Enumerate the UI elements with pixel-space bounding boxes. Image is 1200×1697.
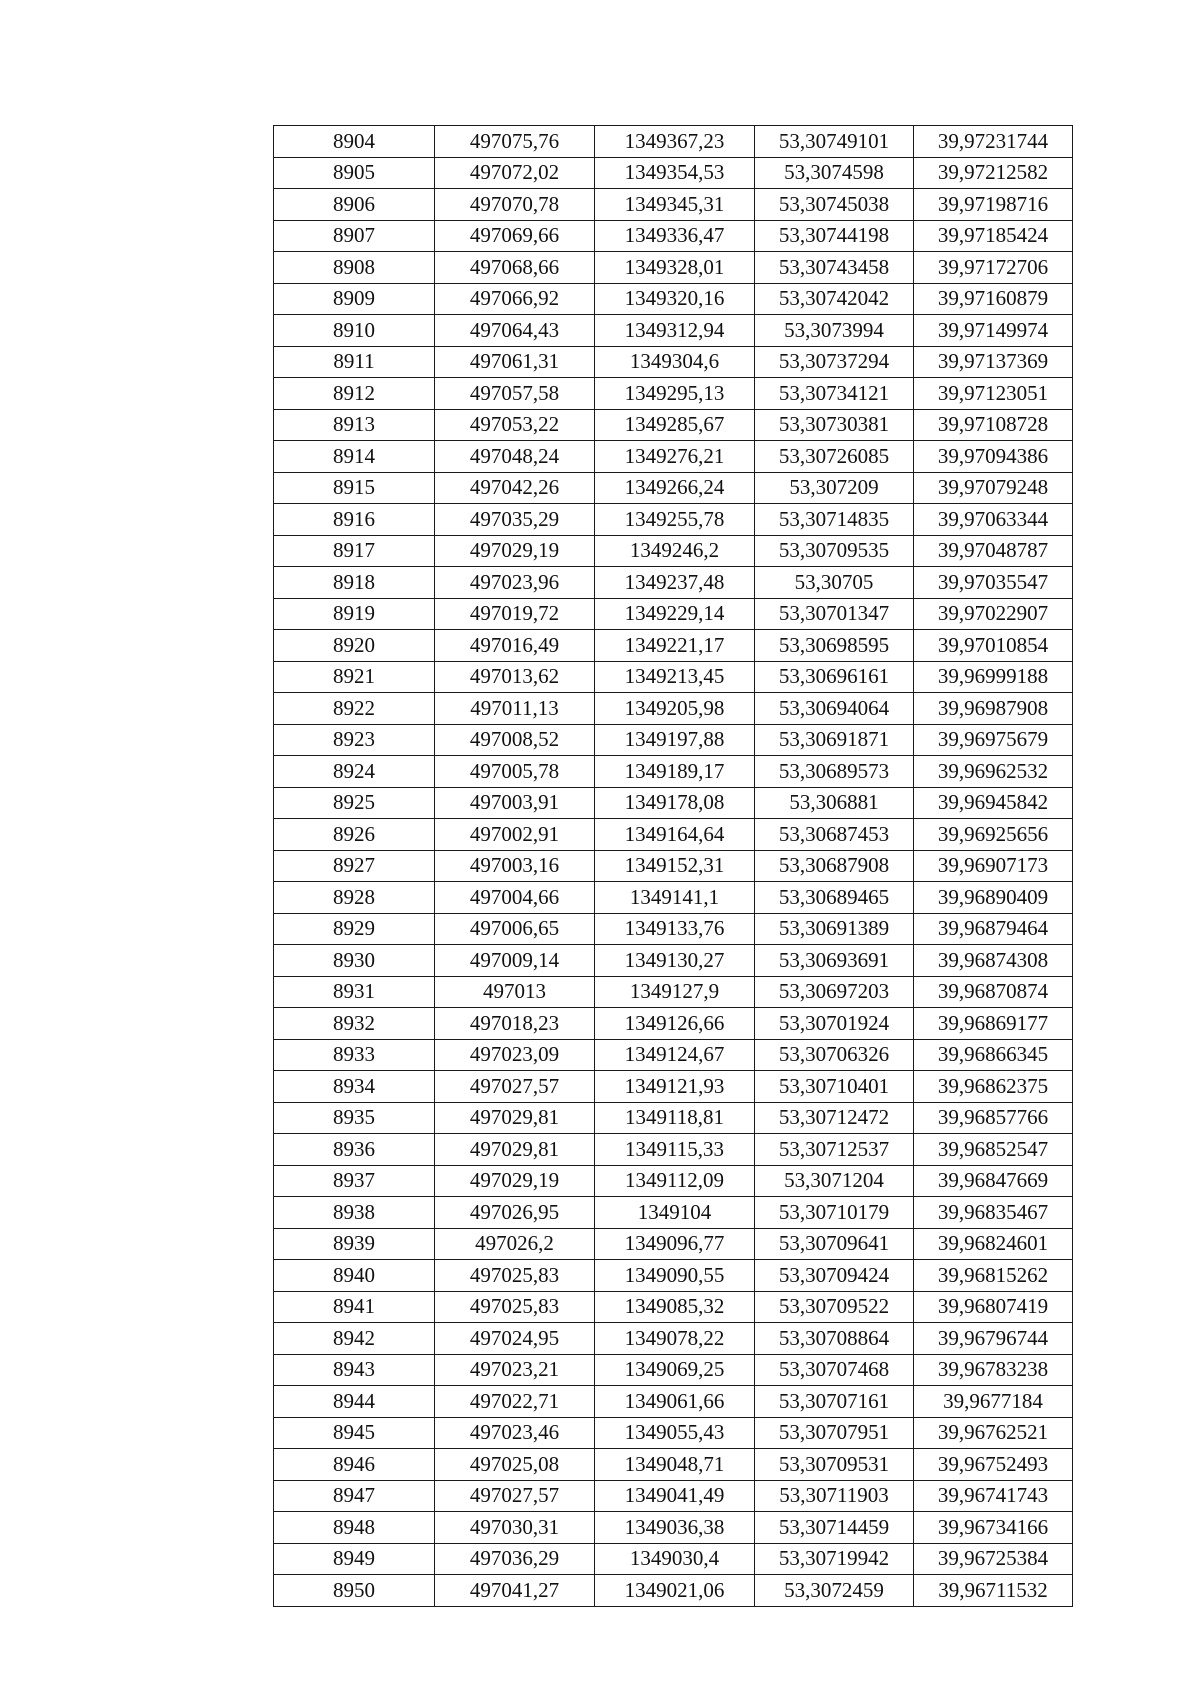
- latitude-cell: 53,307209: [755, 472, 914, 504]
- latitude-cell: 53,30706326: [755, 1039, 914, 1071]
- table-row: [274, 1165, 1073, 1197]
- longitude-cell: 39,96725384: [914, 1543, 1073, 1575]
- table-row: [274, 1291, 1073, 1323]
- table-row: [274, 756, 1073, 788]
- y-coordinate-cell: 1349141,1: [595, 882, 755, 914]
- y-coordinate-cell: 1349036,38: [595, 1512, 755, 1544]
- longitude-cell: 39,97108728: [914, 409, 1073, 441]
- point-number-cell: 8924: [274, 756, 435, 788]
- x-coordinate-cell: 497027,57: [435, 1480, 595, 1512]
- longitude-cell: 39,96835467: [914, 1197, 1073, 1229]
- longitude-cell: 39,96711532: [914, 1575, 1073, 1607]
- y-coordinate-cell: 1349354,53: [595, 157, 755, 189]
- point-number-cell: 8950: [274, 1575, 435, 1607]
- point-number-cell: 8909: [274, 283, 435, 315]
- longitude-cell: 39,96741743: [914, 1480, 1073, 1512]
- table-row: [274, 441, 1073, 473]
- x-coordinate-cell: 497023,21: [435, 1354, 595, 1386]
- y-coordinate-cell: 1349127,9: [595, 976, 755, 1008]
- y-coordinate-cell: 1349124,67: [595, 1039, 755, 1071]
- y-coordinate-cell: 1349276,21: [595, 441, 755, 473]
- table-row: [274, 1417, 1073, 1449]
- longitude-cell: 39,96815262: [914, 1260, 1073, 1292]
- point-number-cell: 8910: [274, 315, 435, 347]
- longitude-cell: 39,97198716: [914, 189, 1073, 221]
- table-row: [274, 1071, 1073, 1103]
- point-number-cell: 8907: [274, 220, 435, 252]
- point-number-cell: 8908: [274, 252, 435, 284]
- latitude-cell: 53,30705: [755, 567, 914, 599]
- x-coordinate-cell: 497048,24: [435, 441, 595, 473]
- longitude-cell: 39,96807419: [914, 1291, 1073, 1323]
- latitude-cell: 53,3074598: [755, 157, 914, 189]
- longitude-cell: 39,96870874: [914, 976, 1073, 1008]
- longitude-cell: 39,96907173: [914, 850, 1073, 882]
- x-coordinate-cell: 497004,66: [435, 882, 595, 914]
- x-coordinate-cell: 497016,49: [435, 630, 595, 662]
- x-coordinate-cell: 497018,23: [435, 1008, 595, 1040]
- point-number-cell: 8932: [274, 1008, 435, 1040]
- x-coordinate-cell: 497009,14: [435, 945, 595, 977]
- x-coordinate-cell: 497022,71: [435, 1386, 595, 1418]
- y-coordinate-cell: 1349090,55: [595, 1260, 755, 1292]
- table-row: [274, 1260, 1073, 1292]
- point-number-cell: 8913: [274, 409, 435, 441]
- x-coordinate-cell: 497035,29: [435, 504, 595, 536]
- y-coordinate-cell: 1349229,14: [595, 598, 755, 630]
- latitude-cell: 53,30691389: [755, 913, 914, 945]
- latitude-cell: 53,30689465: [755, 882, 914, 914]
- longitude-cell: 39,96925656: [914, 819, 1073, 851]
- longitude-cell: 39,96945842: [914, 787, 1073, 819]
- table-row: [274, 220, 1073, 252]
- table-row: [274, 1543, 1073, 1575]
- y-coordinate-cell: 1349055,43: [595, 1417, 755, 1449]
- x-coordinate-cell: 497064,43: [435, 315, 595, 347]
- y-coordinate-cell: 1349112,09: [595, 1165, 755, 1197]
- point-number-cell: 8918: [274, 567, 435, 599]
- table-row: [274, 693, 1073, 725]
- x-coordinate-cell: 497066,92: [435, 283, 595, 315]
- y-coordinate-cell: 1349312,94: [595, 315, 755, 347]
- point-number-cell: 8911: [274, 346, 435, 378]
- table-row: [274, 535, 1073, 567]
- y-coordinate-cell: 1349246,2: [595, 535, 755, 567]
- table-row: [274, 409, 1073, 441]
- coordinate-table: [273, 125, 1073, 1607]
- y-coordinate-cell: 1349061,66: [595, 1386, 755, 1418]
- y-coordinate-cell: 1349336,47: [595, 220, 755, 252]
- longitude-cell: 39,97094386: [914, 441, 1073, 473]
- x-coordinate-cell: 497026,95: [435, 1197, 595, 1229]
- latitude-cell: 53,30709424: [755, 1260, 914, 1292]
- table-row: [274, 724, 1073, 756]
- table-row: [274, 850, 1073, 882]
- point-number-cell: 8904: [274, 126, 435, 158]
- table-row: [274, 598, 1073, 630]
- y-coordinate-cell: 1349213,45: [595, 661, 755, 693]
- point-number-cell: 8929: [274, 913, 435, 945]
- x-coordinate-cell: 497027,57: [435, 1071, 595, 1103]
- latitude-cell: 53,30744198: [755, 220, 914, 252]
- table-row: [274, 1228, 1073, 1260]
- x-coordinate-cell: 497025,83: [435, 1260, 595, 1292]
- point-number-cell: 8912: [274, 378, 435, 410]
- x-coordinate-cell: 497061,31: [435, 346, 595, 378]
- point-number-cell: 8920: [274, 630, 435, 662]
- x-coordinate-cell: 497070,78: [435, 189, 595, 221]
- point-number-cell: 8949: [274, 1543, 435, 1575]
- y-coordinate-cell: 1349266,24: [595, 472, 755, 504]
- longitude-cell: 39,97035547: [914, 567, 1073, 599]
- x-coordinate-cell: 497053,22: [435, 409, 595, 441]
- x-coordinate-cell: 497002,91: [435, 819, 595, 851]
- longitude-cell: 39,97137369: [914, 346, 1073, 378]
- longitude-cell: 39,96783238: [914, 1354, 1073, 1386]
- point-number-cell: 8947: [274, 1480, 435, 1512]
- latitude-cell: 53,30687453: [755, 819, 914, 851]
- y-coordinate-cell: 1349189,17: [595, 756, 755, 788]
- x-coordinate-cell: 497003,91: [435, 787, 595, 819]
- x-coordinate-cell: 497006,65: [435, 913, 595, 945]
- y-coordinate-cell: 1349255,78: [595, 504, 755, 536]
- longitude-cell: 39,97022907: [914, 598, 1073, 630]
- longitude-cell: 39,96866345: [914, 1039, 1073, 1071]
- x-coordinate-cell: 497036,29: [435, 1543, 595, 1575]
- y-coordinate-cell: 1349295,13: [595, 378, 755, 410]
- x-coordinate-cell: 497023,46: [435, 1417, 595, 1449]
- x-coordinate-cell: 497026,2: [435, 1228, 595, 1260]
- y-coordinate-cell: 1349237,48: [595, 567, 755, 599]
- point-number-cell: 8937: [274, 1165, 435, 1197]
- y-coordinate-cell: 1349178,08: [595, 787, 755, 819]
- point-number-cell: 8945: [274, 1417, 435, 1449]
- latitude-cell: 53,3073994: [755, 315, 914, 347]
- latitude-cell: 53,30749101: [755, 126, 914, 158]
- latitude-cell: 53,30691871: [755, 724, 914, 756]
- x-coordinate-cell: 497030,31: [435, 1512, 595, 1544]
- table-row: [274, 913, 1073, 945]
- x-coordinate-cell: 497011,13: [435, 693, 595, 725]
- y-coordinate-cell: 1349121,93: [595, 1071, 755, 1103]
- latitude-cell: 53,30734121: [755, 378, 914, 410]
- table-row: [274, 787, 1073, 819]
- y-coordinate-cell: 1349367,23: [595, 126, 755, 158]
- table-row: [274, 882, 1073, 914]
- table-row: [274, 1008, 1073, 1040]
- table-row: [274, 1134, 1073, 1166]
- x-coordinate-cell: 497013,62: [435, 661, 595, 693]
- latitude-cell: 53,30737294: [755, 346, 914, 378]
- x-coordinate-cell: 497068,66: [435, 252, 595, 284]
- y-coordinate-cell: 1349304,6: [595, 346, 755, 378]
- x-coordinate-cell: 497029,19: [435, 1165, 595, 1197]
- longitude-cell: 39,96879464: [914, 913, 1073, 945]
- latitude-cell: 53,30707161: [755, 1386, 914, 1418]
- latitude-cell: 53,30689573: [755, 756, 914, 788]
- table-row: [274, 378, 1073, 410]
- x-coordinate-cell: 497029,81: [435, 1102, 595, 1134]
- latitude-cell: 53,30726085: [755, 441, 914, 473]
- point-number-cell: 8922: [274, 693, 435, 725]
- latitude-cell: 53,30697203: [755, 976, 914, 1008]
- table-row: [274, 1512, 1073, 1544]
- longitude-cell: 39,9677184: [914, 1386, 1073, 1418]
- y-coordinate-cell: 1349126,66: [595, 1008, 755, 1040]
- x-coordinate-cell: 497005,78: [435, 756, 595, 788]
- table-row: [274, 346, 1073, 378]
- longitude-cell: 39,96962532: [914, 756, 1073, 788]
- latitude-cell: 53,30696161: [755, 661, 914, 693]
- point-number-cell: 8930: [274, 945, 435, 977]
- latitude-cell: 53,30710401: [755, 1071, 914, 1103]
- table-row: [274, 1197, 1073, 1229]
- latitude-cell: 53,3072459: [755, 1575, 914, 1607]
- table-row: [274, 126, 1073, 158]
- point-number-cell: 8935: [274, 1102, 435, 1134]
- point-number-cell: 8926: [274, 819, 435, 851]
- point-number-cell: 8927: [274, 850, 435, 882]
- latitude-cell: 53,30730381: [755, 409, 914, 441]
- point-number-cell: 8938: [274, 1197, 435, 1229]
- x-coordinate-cell: 497023,96: [435, 567, 595, 599]
- y-coordinate-cell: 1349130,27: [595, 945, 755, 977]
- x-coordinate-cell: 497013: [435, 976, 595, 1008]
- y-coordinate-cell: 1349030,4: [595, 1543, 755, 1575]
- y-coordinate-cell: 1349320,16: [595, 283, 755, 315]
- latitude-cell: 53,30693691: [755, 945, 914, 977]
- point-number-cell: 8936: [274, 1134, 435, 1166]
- table-row: [274, 283, 1073, 315]
- y-coordinate-cell: 1349021,06: [595, 1575, 755, 1607]
- y-coordinate-cell: 1349069,25: [595, 1354, 755, 1386]
- longitude-cell: 39,96862375: [914, 1071, 1073, 1103]
- y-coordinate-cell: 1349152,31: [595, 850, 755, 882]
- y-coordinate-cell: 1349221,17: [595, 630, 755, 662]
- longitude-cell: 39,96857766: [914, 1102, 1073, 1134]
- longitude-cell: 39,96796744: [914, 1323, 1073, 1355]
- latitude-cell: 53,30709531: [755, 1449, 914, 1481]
- longitude-cell: 39,97010854: [914, 630, 1073, 662]
- point-number-cell: 8939: [274, 1228, 435, 1260]
- latitude-cell: 53,30709535: [755, 535, 914, 567]
- longitude-cell: 39,96762521: [914, 1417, 1073, 1449]
- x-coordinate-cell: 497029,81: [435, 1134, 595, 1166]
- longitude-cell: 39,96824601: [914, 1228, 1073, 1260]
- latitude-cell: 53,30701347: [755, 598, 914, 630]
- longitude-cell: 39,96874308: [914, 945, 1073, 977]
- table-row: [274, 189, 1073, 221]
- x-coordinate-cell: 497024,95: [435, 1323, 595, 1355]
- y-coordinate-cell: 1349104: [595, 1197, 755, 1229]
- table-row: [274, 1480, 1073, 1512]
- point-number-cell: 8931: [274, 976, 435, 1008]
- point-number-cell: 8942: [274, 1323, 435, 1355]
- point-number-cell: 8921: [274, 661, 435, 693]
- y-coordinate-cell: 1349345,31: [595, 189, 755, 221]
- table-row: [274, 819, 1073, 851]
- longitude-cell: 39,96975679: [914, 724, 1073, 756]
- y-coordinate-cell: 1349118,81: [595, 1102, 755, 1134]
- x-coordinate-cell: 497042,26: [435, 472, 595, 504]
- point-number-cell: 8916: [274, 504, 435, 536]
- longitude-cell: 39,96869177: [914, 1008, 1073, 1040]
- x-coordinate-cell: 497057,58: [435, 378, 595, 410]
- latitude-cell: 53,30707951: [755, 1417, 914, 1449]
- x-coordinate-cell: 497072,02: [435, 157, 595, 189]
- table-row: [274, 976, 1073, 1008]
- point-number-cell: 8915: [274, 472, 435, 504]
- table-row: [274, 945, 1073, 977]
- y-coordinate-cell: 1349197,88: [595, 724, 755, 756]
- latitude-cell: 53,30711903: [755, 1480, 914, 1512]
- longitude-cell: 39,97185424: [914, 220, 1073, 252]
- table-row: [274, 567, 1073, 599]
- latitude-cell: 53,30712537: [755, 1134, 914, 1166]
- y-coordinate-cell: 1349048,71: [595, 1449, 755, 1481]
- latitude-cell: 53,30710179: [755, 1197, 914, 1229]
- table-row: [274, 315, 1073, 347]
- x-coordinate-cell: 497019,72: [435, 598, 595, 630]
- y-coordinate-cell: 1349133,76: [595, 913, 755, 945]
- x-coordinate-cell: 497069,66: [435, 220, 595, 252]
- point-number-cell: 8928: [274, 882, 435, 914]
- longitude-cell: 39,97160879: [914, 283, 1073, 315]
- point-number-cell: 8917: [274, 535, 435, 567]
- table-row: [274, 661, 1073, 693]
- x-coordinate-cell: 497029,19: [435, 535, 595, 567]
- point-number-cell: 8940: [274, 1260, 435, 1292]
- y-coordinate-cell: 1349164,64: [595, 819, 755, 851]
- longitude-cell: 39,96890409: [914, 882, 1073, 914]
- table-row: [274, 1039, 1073, 1071]
- table-row: [274, 504, 1073, 536]
- latitude-cell: 53,30694064: [755, 693, 914, 725]
- latitude-cell: 53,30712472: [755, 1102, 914, 1134]
- longitude-cell: 39,96987908: [914, 693, 1073, 725]
- longitude-cell: 39,96847669: [914, 1165, 1073, 1197]
- x-coordinate-cell: 497003,16: [435, 850, 595, 882]
- table-row: [274, 1386, 1073, 1418]
- longitude-cell: 39,97172706: [914, 252, 1073, 284]
- latitude-cell: 53,30687908: [755, 850, 914, 882]
- latitude-cell: 53,3071204: [755, 1165, 914, 1197]
- point-number-cell: 8948: [274, 1512, 435, 1544]
- table-row: [274, 1449, 1073, 1481]
- y-coordinate-cell: 1349085,32: [595, 1291, 755, 1323]
- y-coordinate-cell: 1349285,67: [595, 409, 755, 441]
- longitude-cell: 39,96752493: [914, 1449, 1073, 1481]
- x-coordinate-cell: 497041,27: [435, 1575, 595, 1607]
- longitude-cell: 39,97063344: [914, 504, 1073, 536]
- point-number-cell: 8923: [274, 724, 435, 756]
- latitude-cell: 53,30742042: [755, 283, 914, 315]
- longitude-cell: 39,96999188: [914, 661, 1073, 693]
- latitude-cell: 53,30701924: [755, 1008, 914, 1040]
- point-number-cell: 8934: [274, 1071, 435, 1103]
- longitude-cell: 39,97149974: [914, 315, 1073, 347]
- x-coordinate-cell: 497075,76: [435, 126, 595, 158]
- latitude-cell: 53,30709641: [755, 1228, 914, 1260]
- point-number-cell: 8905: [274, 157, 435, 189]
- longitude-cell: 39,96852547: [914, 1134, 1073, 1166]
- point-number-cell: 8944: [274, 1386, 435, 1418]
- latitude-cell: 53,30719942: [755, 1543, 914, 1575]
- point-number-cell: 8941: [274, 1291, 435, 1323]
- y-coordinate-cell: 1349115,33: [595, 1134, 755, 1166]
- y-coordinate-cell: 1349096,77: [595, 1228, 755, 1260]
- y-coordinate-cell: 1349328,01: [595, 252, 755, 284]
- table-row: [274, 472, 1073, 504]
- latitude-cell: 53,30714835: [755, 504, 914, 536]
- latitude-cell: 53,30708864: [755, 1323, 914, 1355]
- table-row: [274, 252, 1073, 284]
- longitude-cell: 39,97079248: [914, 472, 1073, 504]
- y-coordinate-cell: 1349205,98: [595, 693, 755, 725]
- point-number-cell: 8914: [274, 441, 435, 473]
- longitude-cell: 39,96734166: [914, 1512, 1073, 1544]
- latitude-cell: 53,30745038: [755, 189, 914, 221]
- y-coordinate-cell: 1349041,49: [595, 1480, 755, 1512]
- point-number-cell: 8925: [274, 787, 435, 819]
- longitude-cell: 39,97048787: [914, 535, 1073, 567]
- latitude-cell: 53,30707468: [755, 1354, 914, 1386]
- latitude-cell: 53,30709522: [755, 1291, 914, 1323]
- x-coordinate-cell: 497023,09: [435, 1039, 595, 1071]
- x-coordinate-cell: 497025,08: [435, 1449, 595, 1481]
- point-number-cell: 8933: [274, 1039, 435, 1071]
- longitude-cell: 39,97212582: [914, 157, 1073, 189]
- table-row: [274, 1354, 1073, 1386]
- longitude-cell: 39,97123051: [914, 378, 1073, 410]
- point-number-cell: 8919: [274, 598, 435, 630]
- table-row: [274, 157, 1073, 189]
- table-row: [274, 630, 1073, 662]
- table-row: [274, 1323, 1073, 1355]
- y-coordinate-cell: 1349078,22: [595, 1323, 755, 1355]
- table-row: [274, 1102, 1073, 1134]
- latitude-cell: 53,30698595: [755, 630, 914, 662]
- table-row: [274, 1575, 1073, 1607]
- coordinate-table-body: [274, 126, 1073, 1607]
- point-number-cell: 8906: [274, 189, 435, 221]
- point-number-cell: 8946: [274, 1449, 435, 1481]
- point-number-cell: 8943: [274, 1354, 435, 1386]
- latitude-cell: 53,30714459: [755, 1512, 914, 1544]
- x-coordinate-cell: 497008,52: [435, 724, 595, 756]
- latitude-cell: 53,30743458: [755, 252, 914, 284]
- longitude-cell: 39,97231744: [914, 126, 1073, 158]
- latitude-cell: 53,306881: [755, 787, 914, 819]
- x-coordinate-cell: 497025,83: [435, 1291, 595, 1323]
